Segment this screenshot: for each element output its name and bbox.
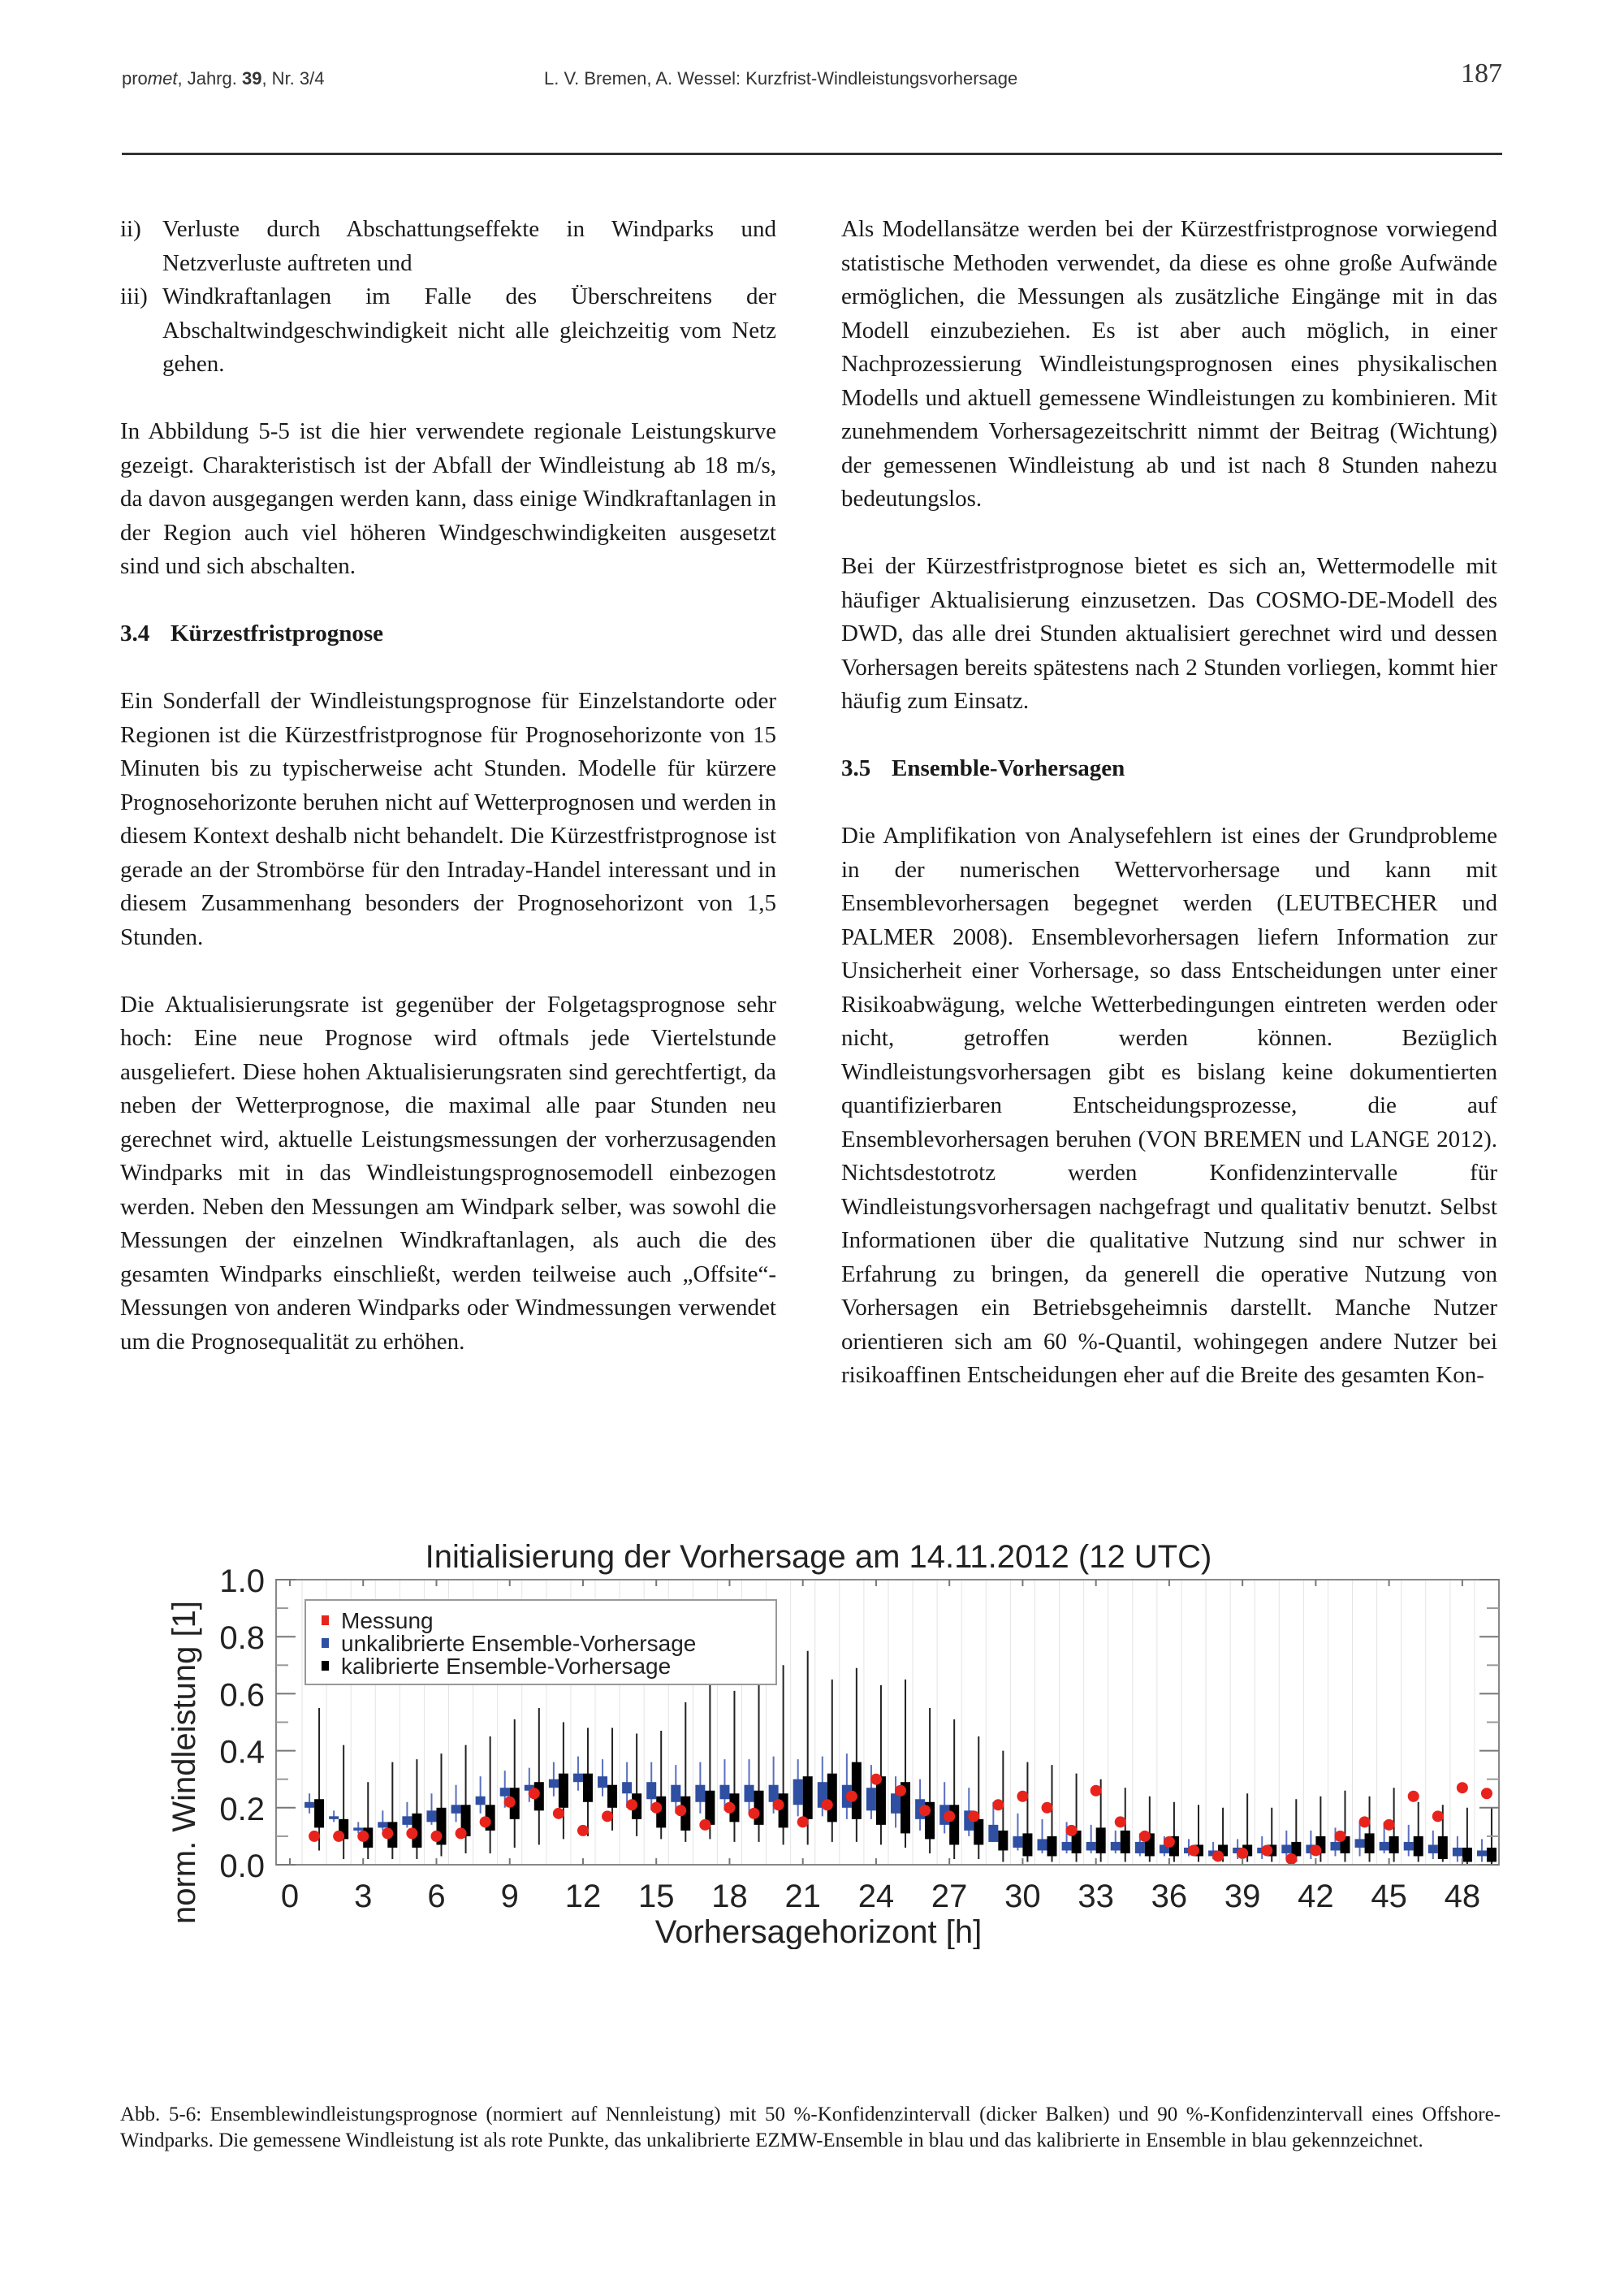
y-tick-label: 0.0 xyxy=(219,1848,265,1884)
y-tick-label: 0.4 xyxy=(219,1734,265,1771)
uncalibrated-box xyxy=(1013,1836,1022,1848)
x-tick-label: 15 xyxy=(637,1879,675,1914)
measurement-point xyxy=(675,1805,686,1816)
list-item: iii) Windkraftanlagen im Falle des Überschreitens der Abschaltwindgeschwindigkeit nicht alle gleichzeitig vom Netz gehen. xyxy=(120,283,776,377)
uncalibrated-box xyxy=(1404,1842,1414,1851)
calibrated-box xyxy=(314,1799,324,1827)
legend-swatch xyxy=(322,1661,329,1671)
calibrated-box xyxy=(998,1831,1008,1851)
measurement-point xyxy=(1432,1810,1444,1822)
x-tick-label: 33 xyxy=(1078,1879,1114,1914)
measurement-point xyxy=(749,1808,760,1819)
calibrated-box xyxy=(1462,1848,1472,1862)
measurement-point xyxy=(1481,1788,1492,1799)
x-tick-label: 45 xyxy=(1371,1879,1407,1914)
measurement-point xyxy=(1457,1782,1468,1793)
x-tick-label: 21 xyxy=(784,1879,821,1914)
measurement-point xyxy=(944,1810,955,1822)
list-item: ii) Verluste durch Abschattungseffekte in Windparks und Netzverluste auftreten und xyxy=(120,216,776,276)
y-tick-label: 0.2 xyxy=(219,1791,265,1827)
legend-swatch xyxy=(322,1638,329,1648)
measurement-point xyxy=(992,1799,1004,1810)
measurement-point xyxy=(430,1831,442,1842)
uncalibrated-box xyxy=(402,1816,412,1825)
legend-label: Messung xyxy=(341,1608,434,1633)
uncalibrated-box xyxy=(719,1785,729,1800)
calibrated-box xyxy=(1121,1831,1130,1853)
measurement-point xyxy=(1285,1853,1297,1865)
measurement-point xyxy=(822,1799,833,1810)
chart-legend xyxy=(305,1600,776,1684)
x-axis-label: Vorhersagehorizont [h] xyxy=(654,1914,983,1949)
paragraph: Ein Sonderfall der Windleistungsprognose für Einzelstandorte oder Regionen ist die Kürzestfristprognose für Prognosehorizonte von 15 Minuten bis zu typischerweise acht Stunden. Modelle für kürzere Prognosehorizonte beruhen nicht auf Wetterprognosen und werden in diesem Kontext deshalb nicht behandelt. Die Kürzestfristprognose ist gerade an der Strombörse für den Intraday-Handel interessant und in diesem Zusammenhang besonders der Prognosehorizont von 1,5 Stunden. xyxy=(120,688,776,950)
calibrated-box xyxy=(583,1774,593,1802)
measurement-point xyxy=(626,1799,637,1810)
uncalibrated-box xyxy=(378,1822,387,1827)
measurement-point xyxy=(382,1827,393,1839)
measurement-point xyxy=(1310,1844,1321,1856)
x-tick-label: 0 xyxy=(280,1879,300,1914)
uncalibrated-box xyxy=(1355,1839,1365,1848)
uncalibrated-box xyxy=(988,1825,998,1842)
measurement-point xyxy=(1212,1850,1224,1861)
uncalibrated-box xyxy=(1111,1842,1121,1851)
measurement-point xyxy=(846,1791,857,1802)
measurement-point xyxy=(723,1802,735,1814)
measurement-point xyxy=(1237,1848,1248,1859)
calibrated-box xyxy=(974,1819,983,1845)
uncalibrated-box xyxy=(1062,1842,1072,1851)
journal-info: promet, Jahrg. 39, Nr. 3/4 xyxy=(122,68,325,89)
uncalibrated-box xyxy=(500,1788,510,1797)
measurement-point xyxy=(919,1805,931,1816)
measurement-point xyxy=(504,1797,516,1808)
measurement-point xyxy=(577,1825,589,1836)
measurement-point xyxy=(1115,1816,1126,1827)
x-tick-label: 18 xyxy=(711,1879,748,1914)
measurement-point xyxy=(1164,1836,1175,1848)
uncalibrated-box xyxy=(476,1797,486,1805)
calibrated-box xyxy=(779,1793,788,1827)
measurement-point xyxy=(1066,1825,1078,1836)
uncalibrated-box xyxy=(426,1810,436,1822)
uncalibrated-box xyxy=(695,1785,705,1802)
figure-ensemble-chart xyxy=(122,1527,1502,1949)
x-tick-label: 39 xyxy=(1224,1879,1261,1914)
calibrated-box xyxy=(1022,1833,1032,1856)
uncalibrated-box xyxy=(329,1816,339,1819)
x-tick-label: 6 xyxy=(427,1879,446,1914)
measurement-point xyxy=(333,1831,344,1842)
x-tick-label: 36 xyxy=(1151,1879,1188,1914)
chart-title: Initialisierung der Vorhersage am 14.11.2012 (12 UTC) xyxy=(425,1539,1212,1575)
measurement-point xyxy=(480,1816,491,1827)
paragraph: Bei der Kürzestfristprognose bietet es sich an, Wettermodelle mit häufiger Aktualisierung einzusetzen. Das COSMO-DE-Modell des DWD, das alle drei Stunden aktualisiert gerechnet wird und dessen Vorhersagen bereits spätestens nach 2 Stunden vorliegen, kommt hier häufig zum Einsatz. xyxy=(841,553,1497,714)
uncalibrated-box xyxy=(304,1802,314,1808)
page-number: 187 xyxy=(1461,58,1502,89)
measurement-point xyxy=(1359,1816,1371,1827)
measurement-point xyxy=(553,1808,564,1819)
uncalibrated-box xyxy=(1281,1844,1291,1853)
measurement-point xyxy=(1017,1791,1028,1802)
uncalibrated-box xyxy=(598,1776,607,1788)
uncalibrated-box xyxy=(866,1788,876,1810)
measurement-point xyxy=(1408,1791,1419,1802)
calibrated-box xyxy=(1096,1827,1106,1853)
x-tick-label: 30 xyxy=(1004,1879,1041,1914)
measurement-point xyxy=(895,1785,906,1797)
uncalibrated-box xyxy=(451,1805,461,1814)
header-rule xyxy=(122,153,1502,155)
paragraph: Die Aktualisierungsrate ist gegenüber der Folgetagsprognose sehr hoch: Eine neue Prognose wird oftmals jede Viertelstunde ausgeliefert. Diese hohen Aktualisierungsraten sind gerechtfertigt, da neben der Wetterprognose, die maximal alle paar Stunden neu gerechnet wird, aktuelle Leistungsmessungen der vorherzusagenden Windparks mit in das Windleistungsprognosemodell einbezogen werden. Neben den Messungen am Windpark selber, was sowohl die Messungen der einzelnen Windkraftanlagen, als auch die des gesamten Windparks einschließt, werden teilweise auch „Offsite“-Messungen von anderen Windparks oder Windmessungen verwendet um die Prognosequalität zu erhöhen. xyxy=(120,991,776,1355)
uncalibrated-box xyxy=(745,1785,754,1802)
uncalibrated-box xyxy=(1038,1839,1047,1850)
ensemble-boxplot-chart xyxy=(122,1527,1502,1949)
calibrated-box xyxy=(1414,1836,1423,1857)
uncalibrated-box xyxy=(793,1779,803,1805)
x-tick-label: 9 xyxy=(500,1879,519,1914)
uncalibrated-box xyxy=(1477,1850,1487,1856)
measurement-point xyxy=(1384,1819,1395,1831)
y-tick-label: 0.6 xyxy=(219,1677,265,1714)
calibrated-box xyxy=(827,1774,837,1823)
left-column xyxy=(120,213,776,1393)
uncalibrated-box xyxy=(549,1779,559,1788)
measurement-point xyxy=(1188,1844,1199,1856)
measurement-point xyxy=(602,1810,613,1822)
uncalibrated-box xyxy=(573,1774,583,1783)
uncalibrated-box xyxy=(1428,1844,1438,1853)
measurement-point xyxy=(529,1788,540,1799)
calibrated-box xyxy=(1438,1836,1448,1859)
right-column xyxy=(841,213,1497,1426)
measurement-point xyxy=(1334,1831,1345,1842)
uncalibrated-box xyxy=(646,1782,656,1799)
measurement-point xyxy=(773,1799,784,1810)
y-tick-label: 1.0 xyxy=(219,1563,265,1599)
paragraph: In Abbildung 5-5 ist die hier verwendete regionale Leistungskurve gezeigt. Charakteristisch ist der Abfall der Windleistung ab 18 m/s, da davon ausgegangen werden kann, dass einige Windkraftanlagen in der Region auch viel höheren Windgeschwindigkeiten ausgesetzt sind und sich abschalten. xyxy=(120,418,776,579)
measurement-point xyxy=(699,1819,710,1831)
measurement-point xyxy=(1042,1802,1053,1814)
uncalibrated-box xyxy=(1453,1848,1462,1857)
uncalibrated-box xyxy=(1086,1842,1096,1851)
figure-caption: Abb. 5-6: Ensemblewindleistungsprognose (normiert auf Nennleistung) mit 50 %-Konfidenzintervall (dicker Balken) und 90 %-Konfidenzintervall eines Offshore-Windparks. Die gemessene Windleistung ist als rote Punkte, das unkalibrierte EZMW-Ensemble in blau und das kalibrierte in Ensemble in blau gekennzeichnet. xyxy=(120,2104,1501,2151)
measurement-point xyxy=(968,1810,979,1822)
measurement-point xyxy=(309,1831,320,1842)
uncalibrated-box xyxy=(1135,1842,1145,1853)
measurement-point xyxy=(650,1802,662,1814)
calibrated-box xyxy=(559,1774,568,1808)
paragraph: Als Modellansätze werden bei der Kürzestfristprognose vorwiegend statistische Methoden verwendet, da diese es ohne große Aufwände ermöglichen, die Messungen als zusätzliche Eingänge mit in das Modell einzubeziehen. Es ist aber auch möglich, in einer Nachprozessierung Windleistungsprognosen eines physikalischen Modells und aktuell gemessene Windleistungen zu kombinieren. Mit zunehmendem Vorhersagezeitschritt nimmt der Beitrag (Wichtung) der gemessenen Windleistung ab und ist nach 8 Stunden nahezu bedeutungslos. xyxy=(841,216,1497,512)
legend-swatch xyxy=(322,1615,329,1625)
measurement-point xyxy=(357,1831,369,1842)
calibrated-box xyxy=(1365,1833,1375,1853)
section-heading: 3.4 Kürzestfristprognose xyxy=(120,620,384,646)
uncalibrated-box xyxy=(1380,1842,1389,1851)
x-tick-label: 3 xyxy=(354,1879,373,1914)
x-tick-label: 12 xyxy=(564,1879,602,1914)
uncalibrated-box xyxy=(622,1782,632,1793)
legend-label: unkalibrierte Ensemble-Vorhersage xyxy=(341,1631,697,1656)
x-tick-label: 27 xyxy=(931,1879,968,1914)
calibrated-box xyxy=(1389,1836,1399,1853)
uncalibrated-box xyxy=(353,1827,363,1831)
uncalibrated-box xyxy=(671,1785,680,1802)
section-heading: 3.5 Ensemble-Vorhersagen xyxy=(841,755,1125,781)
measurement-point xyxy=(1091,1785,1102,1797)
uncalibrated-box xyxy=(891,1793,901,1814)
calibrated-box xyxy=(754,1791,764,1825)
measurement-point xyxy=(1139,1831,1151,1842)
y-tick-label: 0.8 xyxy=(219,1620,265,1657)
calibrated-box xyxy=(1047,1836,1057,1857)
measurement-point xyxy=(406,1827,417,1839)
measurement-point xyxy=(870,1774,882,1785)
measurement-point xyxy=(456,1827,467,1839)
running-title: L. V. Bremen, A. Wessel: Kurzfrist-Windleistungsvorhersage xyxy=(544,68,1018,89)
paragraph: Die Amplifikation von Analysefehlern ist eines der Grundprobleme in der numerischen Wettervorhersage und kann mit Ensemblevorhersagen begegnet werden (LEUTBECHER und PALMER 2008). Ensemblevorhersagen liefern Information zur Unsicherheit einer Vorhersage, so dass Entscheidungen unter einer Risikoabwägung, welche Wetterbedingungen eintreten werden oder nicht, getroffen werden können. Bezüglich Windleistungsvorhersagen gibt es bislang keine dokumentierten quantifizierbaren Entscheidungsprozesse, die auf Ensemblevorhersagen beruhen (VON BREMEN und LANGE 2012). Nichtsdestotrotz werden Konfidenzintervalle für Windleistungsvorhersagen nachgefragt und qualitativ benutzt. Selbst Informationen über die qualitative Nutzung sind nur schwer in Erfahrung zu bringen, da generell die operative Nutzung von Vorhersagen ein Betriebsgeheimnis darstellt. Manche Nutzer orientieren sich am 60 %-Quantil, wohingegen andere Nutzer bei risikoaffinen Entscheidungen eher auf die Breite des gesamten Kon- xyxy=(841,823,1497,1388)
measurement-point xyxy=(1261,1844,1272,1856)
x-tick-label: 24 xyxy=(857,1879,895,1914)
calibrated-box xyxy=(1487,1848,1497,1862)
calibrated-box xyxy=(803,1776,813,1819)
x-tick-label: 48 xyxy=(1444,1879,1481,1914)
legend-label: kalibrierte Ensemble-Vorhersage xyxy=(341,1654,672,1679)
y-axis-label: norm. Windleistung [1] xyxy=(166,1601,202,1924)
calibrated-box xyxy=(852,1762,862,1819)
uncalibrated-box xyxy=(1330,1842,1340,1851)
calibrated-box xyxy=(607,1785,617,1808)
x-tick-label: 42 xyxy=(1298,1879,1334,1914)
page-header xyxy=(122,58,1502,97)
measurement-point xyxy=(797,1816,809,1827)
